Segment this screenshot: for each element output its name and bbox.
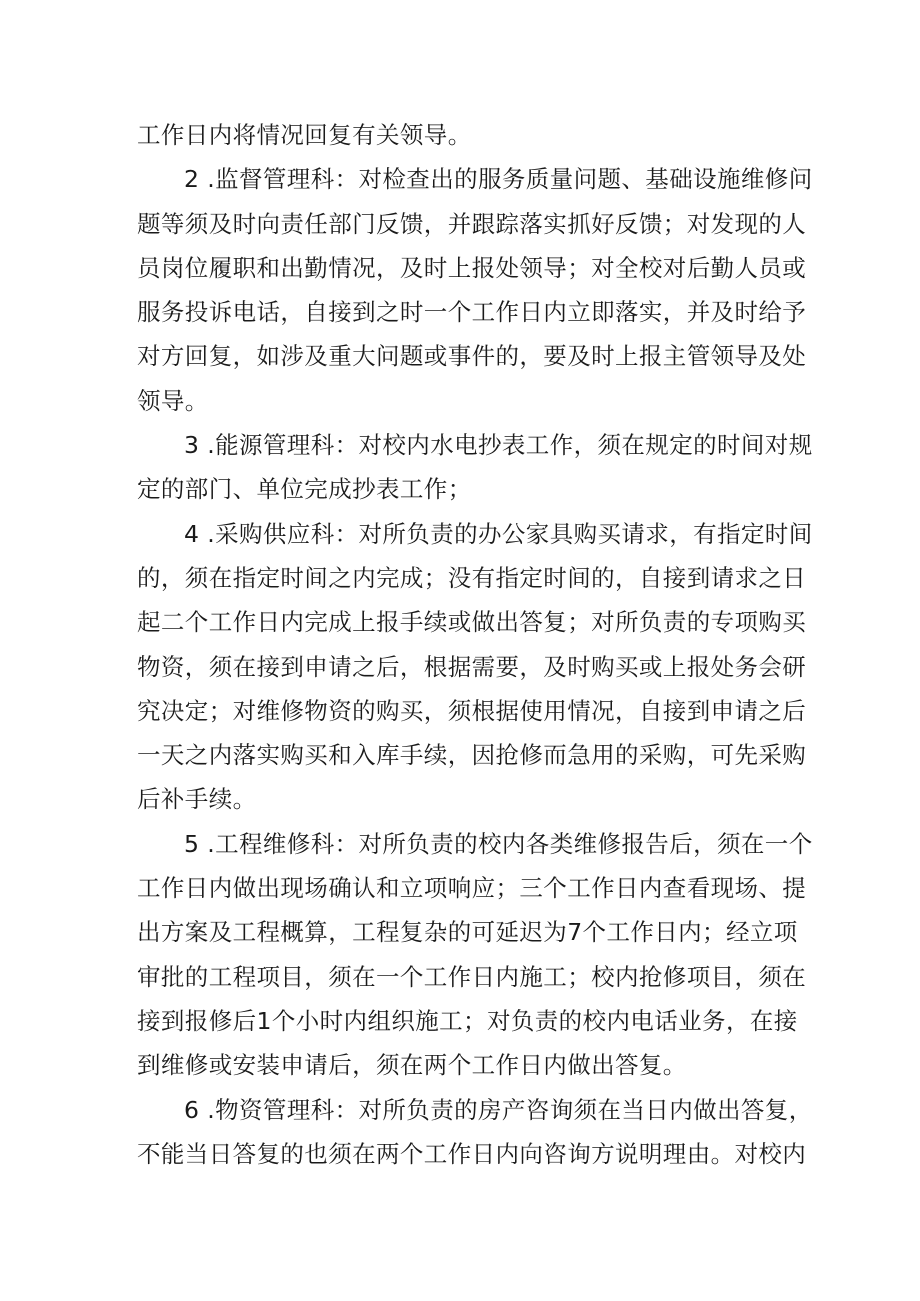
item-5-heading-line: 5 .工程维修科：对所负责的校内各类维修报告后，须在一个 bbox=[184, 829, 813, 858]
text-line-12: 起二个工作日内完成上报手续或做出答复；对所负责的专项购买 bbox=[137, 608, 807, 637]
text-line-3: 题等须及时向责任部门反馈，并跟踪落实抓好反馈；对发现的人 bbox=[137, 209, 807, 238]
text-line-7: 领导。 bbox=[137, 386, 209, 415]
item-6-heading-line: 6 .物资管理科：对所负责的房产咨询须在当日内做出答复， bbox=[184, 1095, 813, 1124]
item-2-heading-line: 2 .监督管理科：对检查出的服务质量问题、基础设施维修问 bbox=[184, 165, 813, 194]
text-line-1: 工作日内将情况回复有关领导。 bbox=[137, 121, 472, 149]
item-3-heading-line: 3 .能源管理科：对校内水电抄表工作，须在规定的时间对规 bbox=[184, 431, 813, 460]
text-line-16: 后补手续。 bbox=[137, 785, 257, 814]
text-line-18: 工作日内做出现场确认和立项响应；三个工作日内查看现场、提 bbox=[137, 874, 807, 903]
text-line-11: 的，须在指定时间之内完成；没有指定时间的，自接到请求之日 bbox=[137, 563, 807, 592]
text-line-4: 员岗位履职和出勤情况，及时上报处领导；对全校对后勤人员或 bbox=[137, 253, 807, 282]
text-line-21: 接到报修后1个小时内组织施工；对负责的校内电话业务，在接 bbox=[137, 1006, 798, 1035]
text-line-15: 一天之内落实购买和入库手续，因抢修而急用的采购，可先采购 bbox=[137, 741, 807, 770]
text-line-14: 究决定；对维修物资的购买，须根据使用情况，自接到申请之后 bbox=[137, 696, 807, 725]
text-line-13: 物资，须在接到申请之后，根据需要，及时购买或上报处务会研 bbox=[137, 652, 807, 681]
text-line-6: 对方回复，如涉及重大问题或事件的，要及时上报主管领导及处 bbox=[137, 342, 807, 371]
document-body bbox=[137, 113, 813, 1176]
text-line-22: 到维修或安装申请后，须在两个工作日内做出答复。 bbox=[137, 1051, 687, 1080]
text-line-20: 审批的工程项目，须在一个工作日内施工；校内抢修项目，须在 bbox=[137, 962, 807, 991]
text-line-5: 服务投诉电话，自接到之时一个工作日内立即落实，并及时给予 bbox=[137, 298, 807, 327]
text-line-24: 不能当日答复的也须在两个工作日内向咨询方说明理由。对校内 bbox=[137, 1139, 807, 1168]
text-line-9: 定的部门、单位完成抄表工作； bbox=[137, 475, 472, 504]
text-line-19: 出方案及工程概算，工程复杂的可延迟为7个工作日内；经立项 bbox=[137, 918, 798, 947]
item-4-heading-line: 4 .采购供应科：对所负责的办公家具购买请求，有指定时间 bbox=[184, 519, 813, 548]
